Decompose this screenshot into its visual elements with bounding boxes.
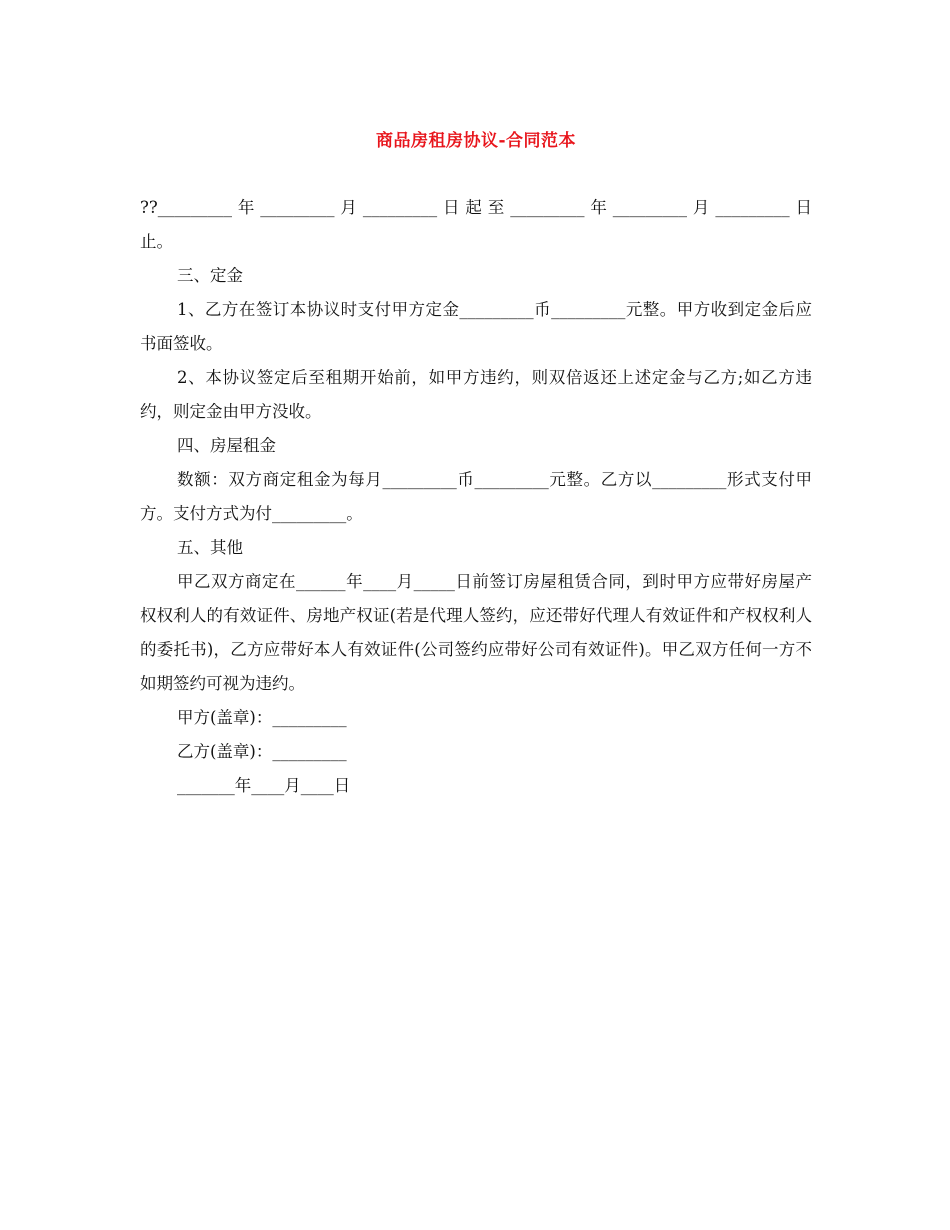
document-title: 商品房租房协议-合同范本 bbox=[375, 131, 577, 151]
deposit-clause-2: 2、本协议签定后至租期开始前，如甲方违约，则双倍返还上述定金与乙方;如乙方违约，则定金由甲方没收。 bbox=[140, 368, 812, 421]
signature-date: _______年____月____日 bbox=[177, 776, 351, 795]
rental-period-line: ??_________年_________月_________日起至_________年_________月_________日 bbox=[140, 198, 812, 217]
signature-party-b: 乙方(盖章)：_________ bbox=[177, 742, 347, 761]
section-heading-deposit: 三、定金 bbox=[177, 266, 243, 285]
section-heading-rent: 四、房屋租金 bbox=[177, 436, 276, 455]
section-heading-other: 五、其他 bbox=[177, 538, 243, 557]
signature-party-a: 甲方(盖章)：_________ bbox=[177, 708, 347, 727]
document-body bbox=[140, 191, 812, 803]
deposit-clause-1: 1、乙方在签订本协议时支付甲方定金_________币_________元整。甲方收到定金后应书面签收。 bbox=[140, 300, 812, 353]
rental-period-line-end: 止。 bbox=[140, 232, 173, 251]
other-clause: 甲乙双方商定在______年____月_____日前签订房屋租赁合同，到时甲方应带好房屋产权权利人的有效证件、房地产权证(若是代理人签约，应还带好代理人有效证件和产权权利人的委托书)，乙方应带好本人有效证件(公司签约应带好公司有效证件)。甲乙双方任何一方不如期签约可视为违约。 bbox=[140, 572, 812, 693]
rent-clause: 数额：双方商定租金为每月_________币_________元整。乙方以_________形式支付甲方。支付方式为付_________。 bbox=[140, 470, 812, 523]
